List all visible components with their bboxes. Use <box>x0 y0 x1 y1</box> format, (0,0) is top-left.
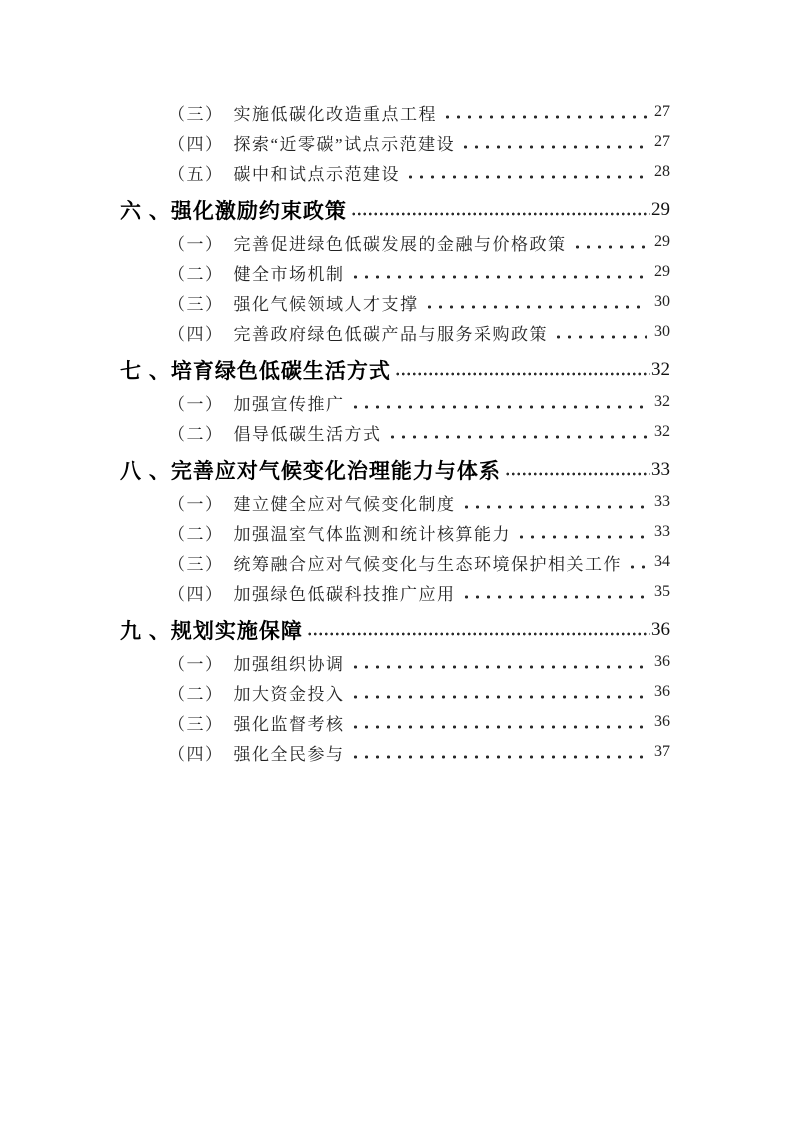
dot-leader <box>553 335 647 339</box>
toc-entry <box>120 577 670 607</box>
toc-entry-page: 30 <box>654 293 670 310</box>
dot-leader <box>405 175 647 179</box>
toc-entry-page: 36 <box>654 653 670 670</box>
dot-leader <box>505 472 650 476</box>
toc-chapter-entry <box>120 355 670 385</box>
toc-entry-page: 35 <box>654 583 670 600</box>
toc-entry <box>120 387 670 417</box>
toc-chapter-label: 七 、培育绿色低碳生活方式 <box>120 360 391 383</box>
toc-chapter-label: 六 、强化激励约束政策 <box>120 200 347 223</box>
toc-entry-page: 30 <box>654 323 670 340</box>
toc-entry-label: （二） 加强温室气体监测和统计核算能力 <box>168 524 511 544</box>
toc-chapter-label: 八 、完善应对气候变化治理能力与体系 <box>120 460 501 483</box>
toc-entry-label: （四） 加强绿色低碳科技推广应用 <box>168 584 456 604</box>
toc-chapter-label: 九 、规划实施保障 <box>120 620 303 643</box>
toc-entry-page: 29 <box>654 233 670 250</box>
toc-entry-label: （三） 统筹融合应对气候变化与生态环境保护相关工作 <box>168 554 622 574</box>
toc-entry-page: 36 <box>654 713 670 730</box>
toc-entry-label: （一） 加强宣传推广 <box>168 394 345 414</box>
toc-entry <box>120 707 670 737</box>
toc-chapter-entry <box>120 615 670 645</box>
dot-leader <box>627 565 647 569</box>
toc-entry-page: 33 <box>654 493 670 510</box>
dot-leader <box>387 435 648 439</box>
toc-entry <box>120 157 670 187</box>
dot-leader <box>572 245 648 249</box>
toc-entry <box>120 417 670 447</box>
toc-entry-label: （二） 加大资金投入 <box>168 684 345 704</box>
toc-entry <box>120 317 670 347</box>
toc-entry-label: （一） 加强组织协调 <box>168 654 345 674</box>
toc-entry-page: 27 <box>654 133 670 150</box>
toc-entry <box>120 287 670 317</box>
toc-entry-label: （二） 倡导低碳生活方式 <box>168 424 382 444</box>
dot-leader <box>460 145 647 149</box>
toc-entry <box>120 647 670 677</box>
toc-entry-page: 27 <box>654 103 670 120</box>
toc-entry-page: 32 <box>654 393 670 410</box>
dot-leader <box>350 695 648 699</box>
toc-entry <box>120 517 670 547</box>
toc-chapter-entry <box>120 195 670 225</box>
dot-leader <box>461 505 648 509</box>
toc-entry-page: 29 <box>654 263 670 280</box>
dot-leader <box>424 305 648 309</box>
dot-leader <box>350 405 648 409</box>
toc-chapter-page: 32 <box>651 359 670 380</box>
dot-leader <box>350 755 648 759</box>
toc-entry-label: （三） 实施低碳化改造重点工程 <box>168 104 437 124</box>
toc-entry-label: （二） 健全市场机制 <box>168 264 345 284</box>
toc-entry <box>120 547 670 577</box>
toc-entry <box>120 227 670 257</box>
toc-entry-label: （一） 建立健全应对气候变化制度 <box>168 494 456 514</box>
toc-entry-page: 32 <box>654 423 670 440</box>
toc-entry-label: （一） 完善促进绿色低碳发展的金融与价格政策 <box>168 234 567 254</box>
toc-chapter-entry <box>120 455 670 485</box>
table-of-contents <box>120 97 670 767</box>
toc-entry <box>120 257 670 287</box>
toc-entry <box>120 677 670 707</box>
dot-leader <box>350 725 648 729</box>
toc-entry-label: （五） 碳中和试点示范建设 <box>168 164 400 184</box>
dot-leader <box>351 212 650 216</box>
dot-leader <box>461 595 648 599</box>
toc-entry-page: 36 <box>654 683 670 700</box>
toc-chapter-page: 33 <box>651 459 670 480</box>
dot-leader <box>442 115 647 119</box>
toc-entry-label: （四） 探索“近零碳”试点示范建设 <box>168 134 456 154</box>
toc-entry-page: 37 <box>654 743 670 760</box>
toc-entry-label: （三） 强化监督考核 <box>168 714 345 734</box>
toc-entry-page: 33 <box>654 523 670 540</box>
toc-entry <box>120 737 670 767</box>
toc-entry-label: （四） 完善政府绿色低碳产品与服务采购政策 <box>168 324 548 344</box>
dot-leader <box>307 632 650 636</box>
dot-leader <box>516 535 647 539</box>
toc-chapter-page: 29 <box>651 199 670 220</box>
dot-leader <box>350 275 648 279</box>
toc-entry-label: （三） 强化气候领域人才支撑 <box>168 294 419 314</box>
dot-leader <box>350 665 648 669</box>
toc-chapter-page: 36 <box>651 619 670 640</box>
toc-entry <box>120 97 670 127</box>
toc-entry <box>120 127 670 157</box>
toc-entry-label: （四） 强化全民参与 <box>168 744 345 764</box>
toc-entry <box>120 487 670 517</box>
dot-leader <box>395 372 650 376</box>
toc-entry-page: 34 <box>654 553 670 570</box>
toc-entry-page: 28 <box>654 163 670 180</box>
